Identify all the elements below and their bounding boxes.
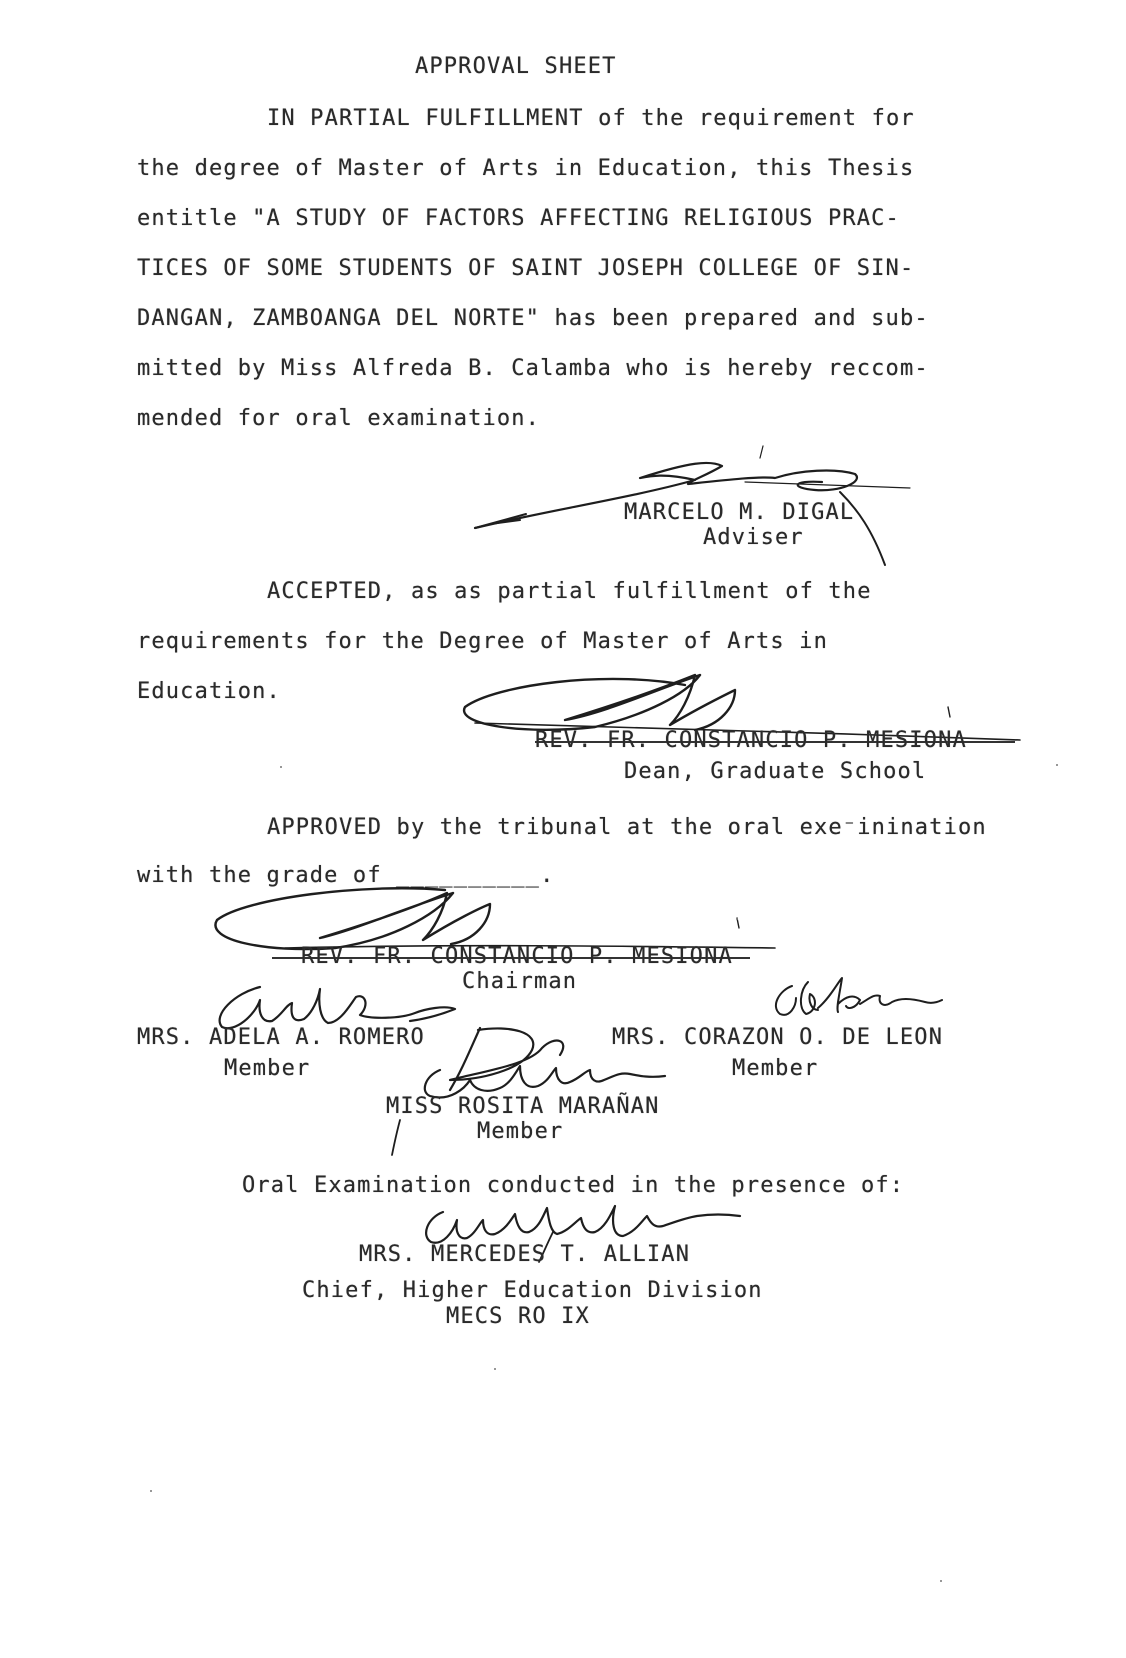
paragraph-3-line-2: with the grade of __________. (137, 863, 555, 888)
member-1-name: MRS. ADELA A. ROMERO (137, 1025, 425, 1050)
member-3-role: Member (477, 1119, 564, 1144)
scan-speck (280, 766, 282, 768)
paragraph-2-line-2: requirements for the Degree of Master of Arts in (137, 629, 828, 654)
scan-speck (1056, 764, 1058, 766)
scan-speck (940, 1580, 942, 1582)
member-1-role: Member (224, 1056, 311, 1081)
member-2-name: MRS. CORAZON O. DE LEON (612, 1025, 944, 1050)
paragraph-1-line-2: the degree of Master of Arts in Education, this Thesis (137, 156, 915, 181)
paragraph-2-line-3: Education. (137, 679, 281, 704)
scan-speck (150, 1490, 152, 1492)
document-title: APPROVAL SHEET (415, 54, 617, 79)
scan-speck (494, 1368, 496, 1370)
presence-line: Oral Examination conducted in the presence of: (242, 1173, 905, 1198)
witness-office: MECS RO IX (446, 1304, 590, 1329)
dean-name: REV. FR. CONSTANCIO P. MESIONA (535, 728, 967, 753)
paragraph-2-line-1: ACCEPTED, as as partial fulfillment of the (267, 579, 872, 604)
adviser-role: Adviser (703, 525, 804, 550)
adviser-name: MARCELO M. DIGAL (624, 500, 855, 525)
witness-name: MRS. MERCEDES T. ALLIAN (359, 1242, 691, 1267)
member-2-role: Member (732, 1056, 819, 1081)
member-2-signature (760, 968, 960, 1028)
paragraph-1-line-5: DANGAN, ZAMBOANGA DEL NORTE" has been prepared and sub- (137, 306, 929, 331)
paragraph-1-line-4: TICES OF SOME STUDENTS OF SAINT JOSEPH COLLEGE OF SIN- (137, 256, 915, 281)
chairman-name: REV. FR. CONSTANCIO P. MESIONA (301, 944, 733, 969)
paragraph-1-line-1: IN PARTIAL FULFILLMENT of the requirement for (267, 106, 915, 131)
scan-speck (736, 918, 738, 920)
paragraph-1-line-3: entitle "A STUDY OF FACTORS AFFECTING RELIGIOUS PRAC- (137, 206, 900, 231)
chairman-role: Chairman (462, 969, 578, 994)
member-3-name: MISS ROSITA MARAÑAN (386, 1094, 660, 1119)
paragraph-1-line-6: mitted by Miss Alfreda B. Calamba who is hereby reccom- (137, 356, 929, 381)
witness-role: Chief, Higher Education Division (302, 1278, 763, 1303)
paragraph-1-line-7: mended for oral examination. (137, 406, 541, 431)
paragraph-3-line-1: APPROVED by the tribunal at the oral exe⁻inination (267, 815, 987, 840)
dean-role: Dean, Graduate School (624, 759, 927, 784)
